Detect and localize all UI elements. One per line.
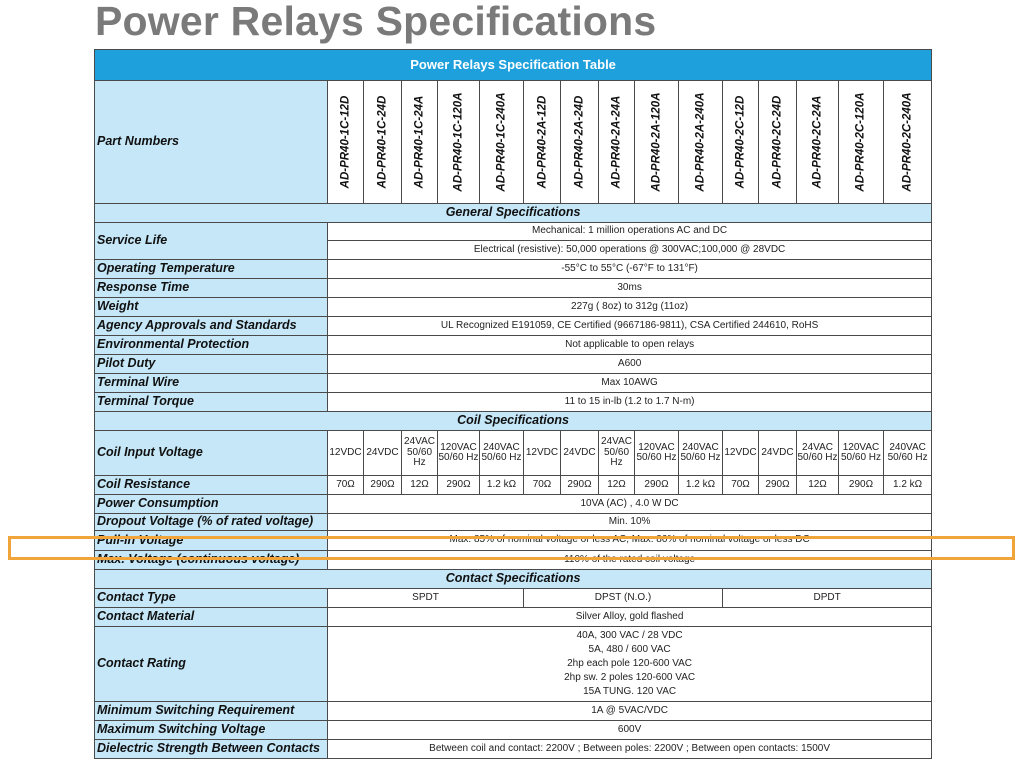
contact-rating-label: Contact Rating (95, 627, 328, 702)
contact-rating-line: 2hp each pole 120-600 VAC (567, 658, 693, 669)
pilot-duty-row (95, 355, 932, 374)
coil-input-voltage-cell: 24VAC 50/60 Hz (599, 431, 635, 476)
terminal-wire-label: Terminal Wire (95, 374, 328, 393)
part-number-wrap (480, 81, 523, 203)
dropout-label: Dropout Voltage (% of rated voltage) (95, 514, 328, 531)
spec-table (94, 49, 932, 759)
coil-input-label: Coil Input Voltage (95, 431, 328, 476)
part-number-wrap (328, 81, 363, 203)
part-number: AD-PR40-1C-24A (413, 95, 426, 189)
part-number-cell (364, 81, 402, 204)
coil-resistance-cell: 70Ω (723, 476, 759, 495)
part-number: AD-PR40-2A-120A (650, 92, 663, 192)
max-voltage-row (95, 551, 932, 570)
part-number: AD-PR40-2C-24A (811, 95, 824, 189)
weight-value: 227g ( 8oz) to 312g (11oz) (328, 298, 932, 317)
contact-rating-row (95, 627, 932, 702)
part-number-cell (723, 81, 759, 204)
pilot-duty-value: A600 (328, 355, 932, 374)
section-contact-row (95, 570, 932, 589)
part-number-wrap (438, 81, 479, 203)
contact-rating-line: 40A, 300 VAC / 28 VDC (576, 630, 683, 641)
part-number-wrap (402, 81, 437, 203)
dropout-row (95, 514, 932, 531)
terminal-torque-value: 11 to 15 in-lb (1.2 to 1.7 N-m) (328, 393, 932, 412)
section-general-row (95, 204, 932, 223)
part-number: AD-PR40-2C-120A (854, 92, 867, 192)
part-number-wrap (723, 81, 758, 203)
coil-input-voltage-cell: 24VDC (364, 431, 402, 476)
operating-temp-label: Operating Temperature (95, 260, 328, 279)
part-number-cell (402, 81, 438, 204)
agency-row (95, 317, 932, 336)
part-number: AD-PR40-1C-24D (376, 95, 389, 189)
coil-resistance-cell: 290Ω (561, 476, 599, 495)
service-life-electrical: Electrical (resistive): 50,000 operations @ 300VAC;100,000 @ 28VDC (328, 241, 932, 260)
max-switching-row (95, 721, 932, 740)
contact-material-row (95, 608, 932, 627)
contact-material-value: Silver Alloy, gold flashed (328, 608, 932, 627)
part-number-wrap (599, 81, 634, 203)
contact-type-label: Contact Type (95, 589, 328, 608)
min-switching-row (95, 702, 932, 721)
environmental-label: Environmental Protection (95, 336, 328, 355)
coil-resistance-cell: 12Ω (797, 476, 839, 495)
max-voltage-label: Max. Voltage (continuous voltage) (95, 551, 328, 570)
part-number-cell (480, 81, 524, 204)
contact-rating-line: 2hp sw. 2 poles 120-600 VAC (564, 672, 696, 683)
coil-resistance-cell: 290Ω (364, 476, 402, 495)
pull-in-label: Pull-in Voltage (95, 531, 328, 551)
min-switching-value: 1A @ 5VAC/VDC (328, 702, 932, 721)
part-number: AD-PR40-2A-24A (610, 95, 623, 189)
power-consumption-value: 10VA (AC) , 4.0 W DC (328, 495, 932, 514)
part-number-cell (679, 81, 723, 204)
response-time-label: Response Time (95, 279, 328, 298)
max-voltage-value: 110% of the rated coil voltage (328, 551, 932, 570)
part-numbers-label: Part Numbers (95, 81, 328, 204)
power-consumption-label: Power Consumption (95, 495, 328, 514)
coil-input-voltage-cell: 24VAC 50/60 Hz (797, 431, 839, 476)
part-number-cell (797, 81, 839, 204)
part-number-cell (524, 81, 561, 204)
dielectric-label: Dielectric Strength Between Contacts (95, 740, 328, 759)
service-life-row-1 (95, 223, 932, 241)
part-number: AD-PR40-2C-12D (734, 95, 747, 189)
part-number-cell (839, 81, 884, 204)
service-life-mechanical: Mechanical: 1 million operations AC and DC (328, 223, 932, 241)
terminal-wire-row (95, 374, 932, 393)
contact-type-dpst: DPST (N.O.) (524, 589, 723, 608)
section-coil: Coil Specifications (95, 412, 932, 431)
contact-type-dpdt: DPDT (723, 589, 932, 608)
response-time-row (95, 279, 932, 298)
response-time-value: 30ms (328, 279, 932, 298)
part-number-cell (759, 81, 797, 204)
part-number-cell (635, 81, 679, 204)
pull-in-value: Max. 85% of nominal voltage or less AC, Max. 80% of nominal voltage or less DC (328, 531, 932, 551)
part-number-wrap (561, 81, 598, 203)
dropout-value: Min. 10% (328, 514, 932, 531)
coil-input-voltage-cell: 240VAC 50/60 Hz (884, 431, 932, 476)
terminal-wire-value: Max 10AWG (328, 374, 932, 393)
coil-resistance-cell: 1.2 kΩ (679, 476, 723, 495)
coil-resistance-cell: 70Ω (328, 476, 364, 495)
part-number-cell (438, 81, 480, 204)
part-number-wrap (797, 81, 838, 203)
coil-input-voltage-cell: 24VDC (561, 431, 599, 476)
part-number-wrap (524, 81, 560, 203)
pull-in-row (95, 531, 932, 551)
part-number-cell (328, 81, 364, 204)
max-switching-value: 600V (328, 721, 932, 740)
part-number: AD-PR40-2C-24D (771, 95, 784, 189)
part-number: AD-PR40-1C-120A (452, 92, 465, 192)
part-number-wrap (759, 81, 796, 203)
power-consumption-row (95, 495, 932, 514)
coil-input-voltage-cell: 12VDC (723, 431, 759, 476)
part-number-wrap (839, 81, 883, 203)
contact-type-spdt: SPDT (328, 589, 524, 608)
coil-input-voltage-cell: 12VDC (328, 431, 364, 476)
part-number-wrap (884, 81, 931, 203)
operating-temp-value: -55°C to 55°C (-67°F to 131°F) (328, 260, 932, 279)
environmental-row (95, 336, 932, 355)
part-number-wrap (635, 81, 678, 203)
operating-temp-row (95, 260, 932, 279)
section-general: General Specifications (95, 204, 932, 223)
terminal-torque-row (95, 393, 932, 412)
coil-resistance-cell: 70Ω (524, 476, 561, 495)
coil-input-voltage-cell: 24VDC (759, 431, 797, 476)
table-title: Power Relays Specification Table (95, 50, 932, 81)
contact-rating-line: 15A TUNG. 120 VAC (583, 686, 677, 697)
page-title: Power Relays Specifications (95, 0, 657, 44)
part-number-wrap (679, 81, 722, 203)
coil-input-voltage-cell: 12VDC (524, 431, 561, 476)
part-number-cell (561, 81, 599, 204)
service-life-label: Service Life (95, 223, 328, 260)
max-switching-label: Maximum Switching Voltage (95, 721, 328, 740)
pilot-duty-label: Pilot Duty (95, 355, 328, 374)
part-number-cell (884, 81, 932, 204)
contact-rating-line: 5A, 480 / 600 VAC (588, 644, 671, 655)
coil-resistance-cell: 12Ω (599, 476, 635, 495)
coil-input-voltage-cell: 120VAC 50/60 Hz (839, 431, 884, 476)
weight-label: Weight (95, 298, 328, 317)
coil-input-voltage-cell: 240VAC 50/60 Hz (480, 431, 524, 476)
contact-type-row (95, 589, 932, 608)
coil-input-row (95, 431, 932, 476)
section-contact: Contact Specifications (95, 570, 932, 589)
coil-resistance-cell: 1.2 kΩ (884, 476, 932, 495)
section-coil-row (95, 412, 932, 431)
contact-rating-value (328, 627, 932, 702)
part-number-wrap (364, 81, 401, 203)
coil-resistance-cell: 290Ω (759, 476, 797, 495)
coil-resistance-cell: 290Ω (635, 476, 679, 495)
coil-resistance-row (95, 476, 932, 495)
part-number: AD-PR40-2A-12D (535, 95, 548, 189)
coil-resistance-cell: 290Ω (438, 476, 480, 495)
environmental-value: Not applicable to open relays (328, 336, 932, 355)
coil-input-voltage-cell: 24VAC 50/60 Hz (402, 431, 438, 476)
dielectric-value: Between coil and contact: 2200V ; Between poles: 2200V ; Between open contacts: 1500V (328, 740, 932, 759)
part-number: AD-PR40-1C-12D (339, 95, 352, 189)
weight-row (95, 298, 932, 317)
part-number: AD-PR40-2C-240A (901, 92, 914, 192)
agency-value: UL Recognized E191059, CE Certified (9667186-9811), CSA Certified 244610, RoHS (328, 317, 932, 336)
part-number-cell (599, 81, 635, 204)
title-row (95, 50, 932, 81)
part-number: AD-PR40-2A-240A (694, 92, 707, 192)
contact-material-label: Contact Material (95, 608, 328, 627)
part-numbers-row (95, 81, 932, 204)
dielectric-row (95, 740, 932, 759)
min-switching-label: Minimum Switching Requirement (95, 702, 328, 721)
coil-resistance-cell: 290Ω (839, 476, 884, 495)
coil-resistance-cell: 1.2 kΩ (480, 476, 524, 495)
coil-input-voltage-cell: 120VAC 50/60 Hz (635, 431, 679, 476)
coil-resistance-label: Coil Resistance (95, 476, 328, 495)
terminal-torque-label: Terminal Torque (95, 393, 328, 412)
part-number: AD-PR40-2A-24D (573, 95, 586, 189)
coil-resistance-cell: 12Ω (402, 476, 438, 495)
agency-label: Agency Approvals and Standards (95, 317, 328, 336)
coil-input-voltage-cell: 240VAC 50/60 Hz (679, 431, 723, 476)
part-number: AD-PR40-1C-240A (495, 92, 508, 192)
coil-input-voltage-cell: 120VAC 50/60 Hz (438, 431, 480, 476)
